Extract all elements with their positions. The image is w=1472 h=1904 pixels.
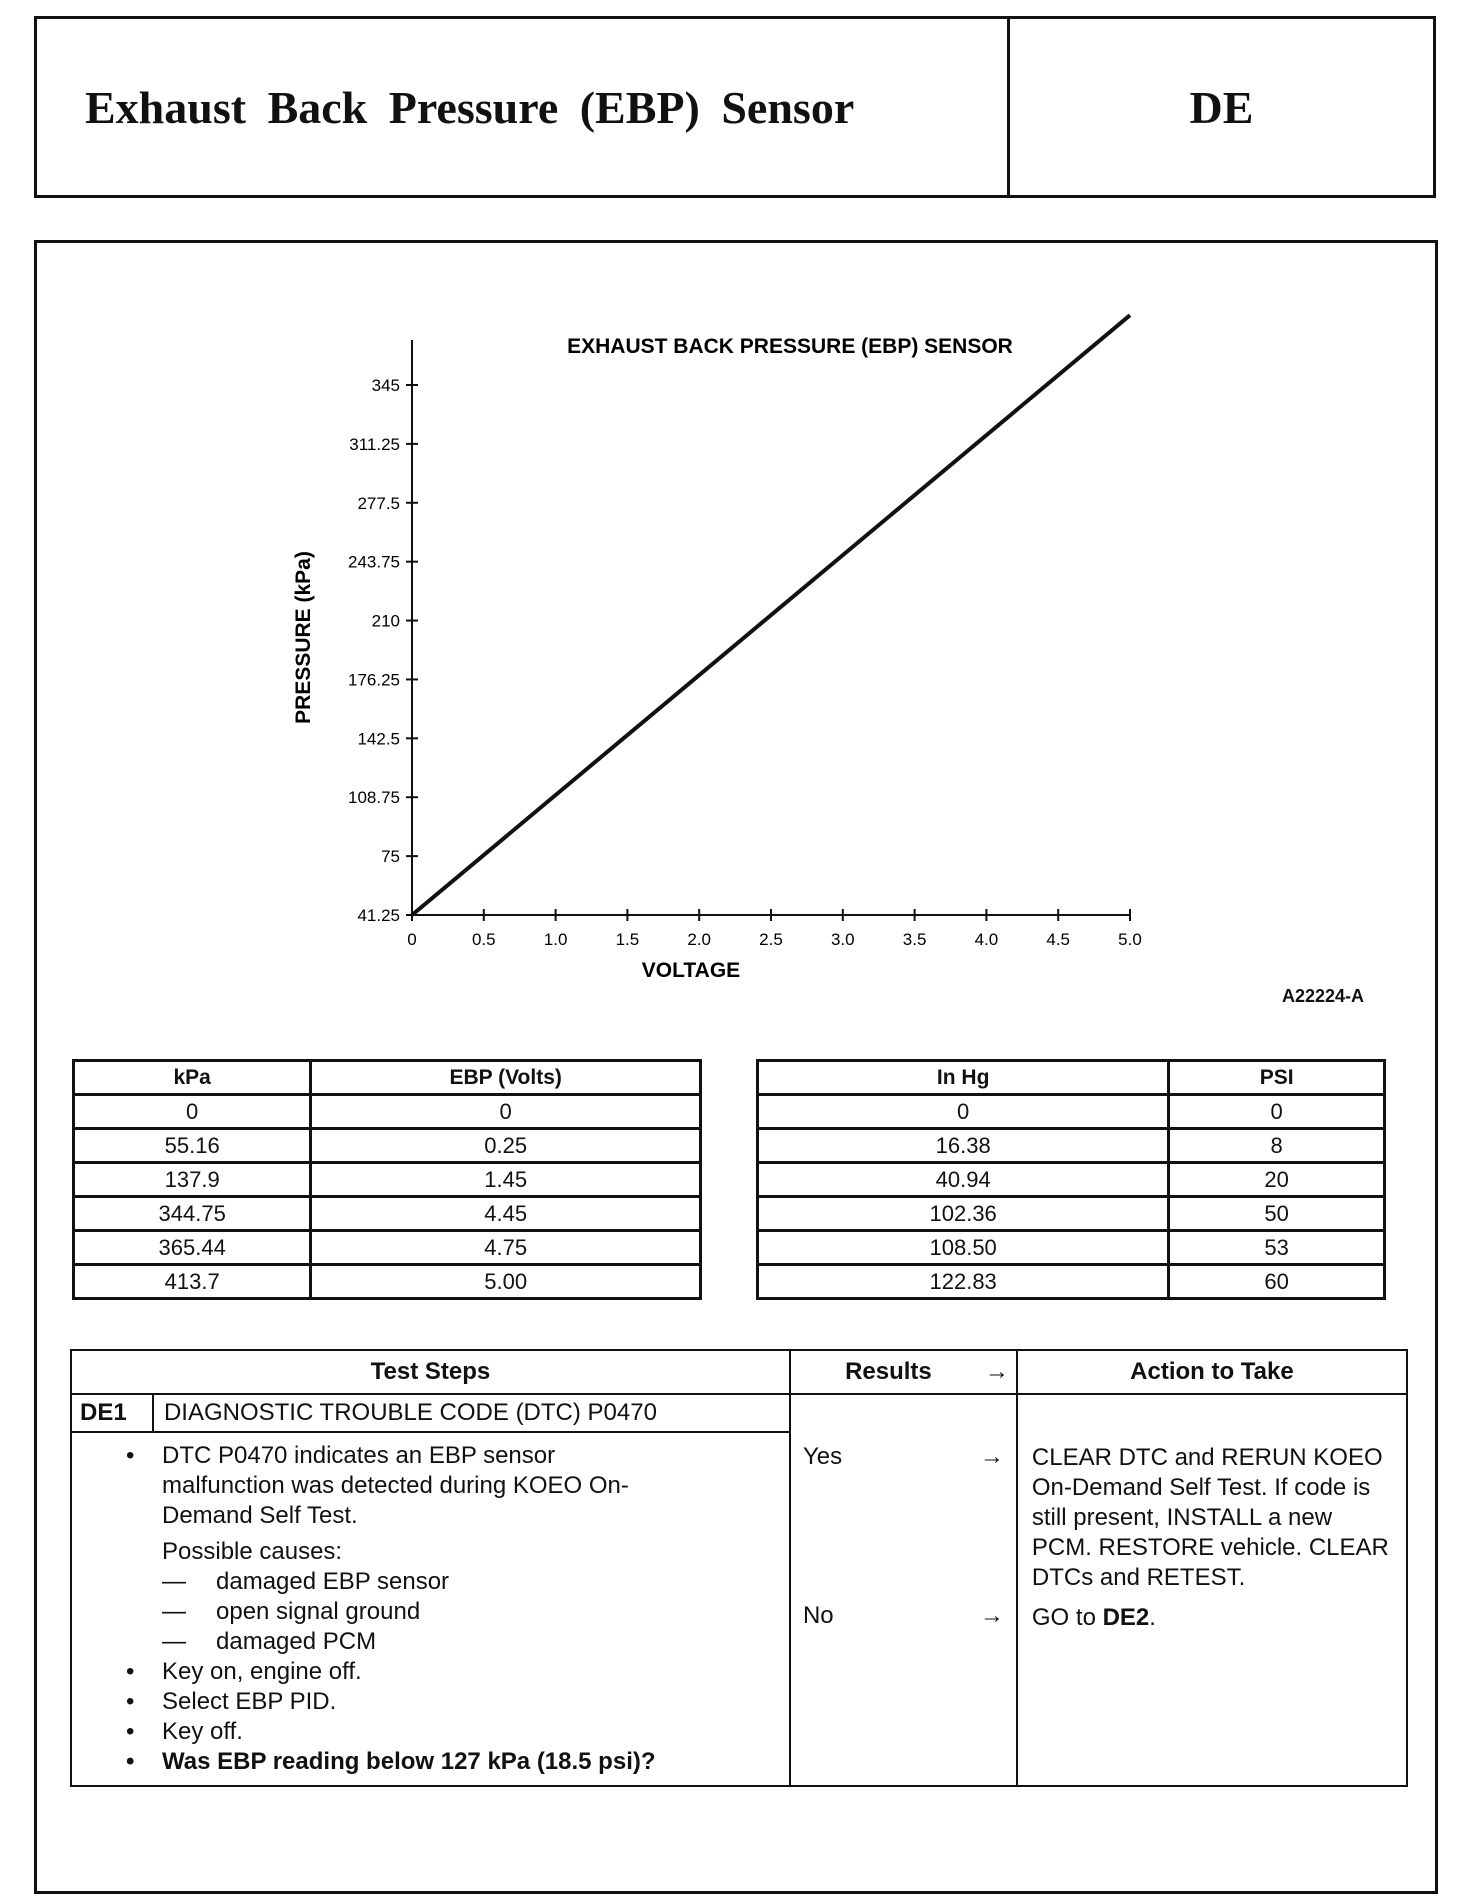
table-row xyxy=(74,1197,701,1231)
cell: 137.9 xyxy=(74,1163,311,1197)
y-tick-label: 75 xyxy=(381,847,400,867)
table-row xyxy=(758,1095,1385,1129)
x-tick-label: 3.0 xyxy=(830,930,855,949)
cell: 50 xyxy=(1169,1197,1385,1231)
cell: 0 xyxy=(1169,1095,1385,1129)
col-header-in-hg: In Hg xyxy=(758,1061,1169,1095)
y-tick-label: 41.25 xyxy=(357,906,400,925)
x-tick-label: 4.0 xyxy=(974,930,999,949)
no-action xyxy=(1032,1603,1398,1633)
col-header-ebp-volts: EBP (Volts) xyxy=(311,1061,701,1095)
x-tick-label: 0 xyxy=(407,930,417,949)
cell: 53 xyxy=(1169,1231,1385,1265)
cell: 60 xyxy=(1169,1265,1385,1299)
x-tick-label: 3.5 xyxy=(902,930,927,949)
cell: 16.38 xyxy=(758,1129,1169,1163)
action-item: • Key off. xyxy=(162,1717,779,1747)
cause-text: damaged EBP sensor xyxy=(216,1568,450,1595)
cell: 0 xyxy=(74,1095,311,1129)
results-header-label: Results xyxy=(845,1358,932,1385)
table-row xyxy=(74,1095,701,1129)
result-yes-label: Yes xyxy=(802,1443,843,1470)
ebp-chart xyxy=(270,310,1170,990)
arrow-icon: → xyxy=(979,1443,1004,1470)
cell: 1.45 xyxy=(311,1163,701,1197)
action-header: Action to Take xyxy=(1017,1350,1407,1394)
x-tick-label: 2.0 xyxy=(687,930,712,949)
y-axis-label: PRESSURE (kPa) xyxy=(292,551,315,724)
x-tick-label: 4.5 xyxy=(1046,930,1071,949)
cell: 413.7 xyxy=(74,1265,311,1299)
step-id: DE1 xyxy=(71,1394,153,1432)
x-axis-label: VOLTAGE xyxy=(641,959,741,982)
y-tick-label: 345 xyxy=(371,376,400,395)
page-header xyxy=(34,16,1436,198)
cell: 0 xyxy=(311,1095,701,1129)
series-line-ebp xyxy=(412,315,1130,915)
x-tick-label: 1.0 xyxy=(543,930,568,949)
result-yes xyxy=(803,1443,1010,1471)
chart-title: EXHAUST BACK PRESSURE (EBP) SENSOR xyxy=(567,335,1013,358)
cause-item xyxy=(162,1597,779,1627)
table-row xyxy=(74,1163,701,1197)
cell: 0 xyxy=(758,1095,1169,1129)
cause-item xyxy=(162,1567,779,1597)
cell: 40.94 xyxy=(758,1163,1169,1197)
action-item: • Select EBP PID. xyxy=(162,1687,779,1717)
action-item: • Key on, engine off. xyxy=(162,1657,779,1687)
table-row xyxy=(758,1197,1385,1231)
results-header xyxy=(790,1350,1017,1394)
x-tick-label: 2.5 xyxy=(759,930,783,949)
test-steps-table xyxy=(70,1349,1408,1787)
cell: 20 xyxy=(1169,1163,1385,1197)
cell: 55.16 xyxy=(74,1129,311,1163)
result-no xyxy=(803,1602,1010,1630)
x-tick-label: 1.5 xyxy=(615,930,640,949)
y-tick-label: 176.25 xyxy=(348,670,400,690)
no-action-suffix: . xyxy=(1149,1604,1156,1631)
dash: — xyxy=(162,1598,186,1625)
question: • Was EBP reading below 127 kPa (18.5 psi)? xyxy=(162,1747,779,1777)
action-cell xyxy=(1017,1394,1407,1786)
cell: 4.75 xyxy=(311,1231,701,1265)
cell: 122.83 xyxy=(758,1265,1169,1299)
dash: — xyxy=(162,1568,186,1595)
col-header-kpa: kPa xyxy=(74,1061,311,1095)
arrow-icon: → xyxy=(979,1602,1004,1629)
table-row xyxy=(74,1265,701,1299)
no-action-prefix: GO to xyxy=(1031,1604,1103,1631)
kpa-volts-table xyxy=(72,1059,702,1300)
cell: 4.45 xyxy=(311,1197,701,1231)
inhg-psi-table xyxy=(756,1059,1386,1300)
step-title: DIAGNOSTIC TROUBLE CODE (DTC) P0470 xyxy=(153,1394,790,1432)
table-row xyxy=(758,1129,1385,1163)
y-tick-label: 210 xyxy=(371,611,400,631)
step-body xyxy=(71,1432,790,1786)
no-action-target: DE2 xyxy=(1102,1604,1150,1631)
cell: 365.44 xyxy=(74,1231,311,1265)
causes-title: Possible causes: xyxy=(162,1538,343,1565)
cell: 8 xyxy=(1169,1129,1385,1163)
yes-action: CLEAR DTC and RERUN KOEO On-Demand Self Test. If code is still present, INSTALL a new PCM. RESTORE vehicle. CLEAR DTCs and RETEST. xyxy=(1031,1444,1389,1591)
page-title: Exhaust Back Pressure (EBP) Sensor xyxy=(85,81,855,133)
cell: 344.75 xyxy=(74,1197,311,1231)
cause-text: open signal ground xyxy=(216,1598,421,1625)
cell: 0.25 xyxy=(311,1129,701,1163)
cause-item xyxy=(162,1627,779,1657)
result-no-label: No xyxy=(802,1602,834,1629)
intro-text: • DTC P0470 indicates an EBP sensor malfunction was detected during KOEO On-Demand Self Test. xyxy=(162,1441,642,1531)
section-code: DE xyxy=(1007,19,1433,195)
figure-id: A22224-A xyxy=(1282,986,1365,1006)
arrow-icon: → xyxy=(984,1358,1009,1385)
cell: 108.50 xyxy=(758,1231,1169,1265)
test-steps-header: Test Steps xyxy=(71,1350,790,1394)
table-row xyxy=(74,1129,701,1163)
table-row xyxy=(758,1265,1385,1299)
dash: — xyxy=(162,1628,186,1655)
x-tick-label: 0.5 xyxy=(471,930,496,949)
cell: 5.00 xyxy=(311,1265,701,1299)
col-header-psi: PSI xyxy=(1169,1061,1385,1095)
x-tick-label: 5.0 xyxy=(1118,930,1142,949)
cell: 102.36 xyxy=(758,1197,1169,1231)
y-tick-label: 277.5 xyxy=(357,493,400,513)
table-row xyxy=(758,1231,1385,1265)
y-tick-label: 142.5 xyxy=(357,729,400,749)
table-row xyxy=(758,1163,1385,1197)
cause-text: damaged PCM xyxy=(216,1628,377,1655)
y-tick-label: 243.75 xyxy=(348,552,400,572)
results-cell xyxy=(790,1394,1017,1786)
table-row xyxy=(74,1231,701,1265)
y-tick-label: 311.25 xyxy=(349,434,400,454)
y-tick-label: 108.75 xyxy=(348,788,400,808)
